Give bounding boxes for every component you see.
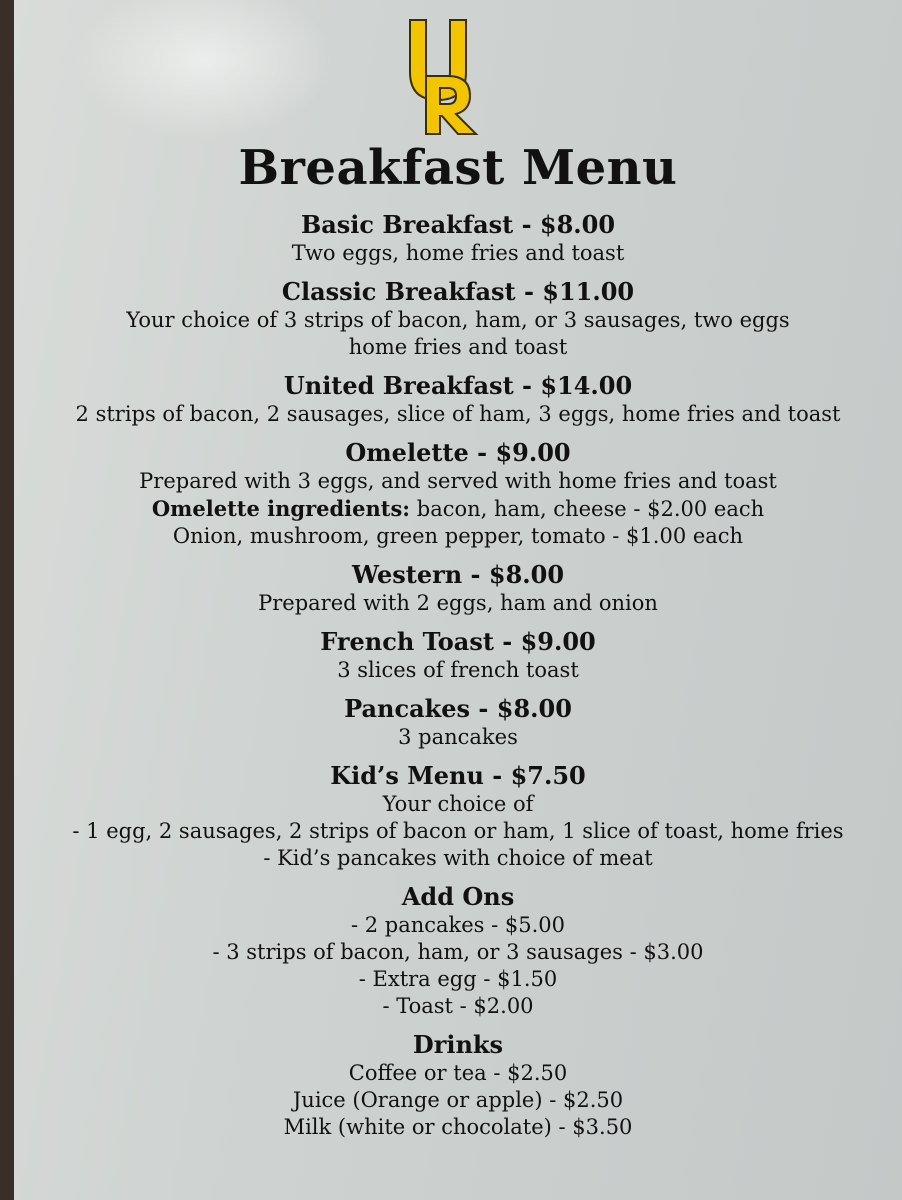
menu-item-description: Prepared with 2 eggs, ham and onion [258, 591, 658, 615]
menu-section [14, 438, 902, 550]
menu-item-description: Two eggs, home fries and toast [291, 241, 625, 265]
menu-item-heading: Classic Breakfast - $11.00 [281, 277, 635, 306]
menu-item-description: Milk (white or chocolate) - $3.50 [283, 1115, 633, 1139]
menu-item-description: - 2 pancakes - $5.00 [350, 913, 566, 937]
menu-section [14, 277, 902, 361]
menu-item-description: - Toast - $2.00 [382, 994, 534, 1018]
menu-item-heading: Omelette - $9.00 [345, 438, 571, 467]
ingredients-label: Omelette ingredients: [151, 496, 411, 521]
menu-item-description: - 1 egg, 2 sausages, 2 strips of bacon or ham, 1 slice of toast, home fries [72, 819, 844, 843]
menu-item-description: home fries and toast [348, 335, 568, 359]
menu-item-description: Coffee or tea - $2.50 [348, 1061, 568, 1085]
menu-section [14, 1030, 902, 1141]
menu-section [14, 371, 902, 428]
ur-logo-icon [404, 14, 484, 138]
menu-item-description: 2 strips of bacon, 2 sausages, slice of ham, 3 eggs, home fries and toast [75, 402, 841, 426]
menu-item-description: 3 pancakes [398, 725, 518, 749]
menu-item-heading: Add Ons [401, 882, 515, 911]
menu-section [14, 627, 902, 684]
menu-item-description: - 3 strips of bacon, ham, or 3 sausages - $3.00 [212, 940, 704, 964]
menu-section [14, 882, 902, 1020]
menu-item-heading: United Breakfast - $14.00 [283, 371, 633, 400]
menu-item-description: - Kid’s pancakes with choice of meat [263, 846, 653, 870]
omelette-extra-line: Onion, mushroom, green pepper, tomato - $1.00 each [172, 524, 744, 548]
menu-section [14, 210, 902, 267]
menu-item-description: Juice (Orange or apple) - $2.50 [292, 1088, 624, 1112]
menu-item-heading: Western - $8.00 [351, 560, 565, 589]
page-title: Breakfast Menu [238, 140, 678, 196]
menu-section [14, 560, 902, 617]
menu-list [14, 210, 902, 1151]
menu-page [14, 0, 902, 1200]
menu-section [14, 694, 902, 751]
menu-item-description: 3 slices of french toast [337, 658, 579, 682]
menu-item-description: Your choice of [382, 792, 534, 816]
menu-item-heading: French Toast - $9.00 [320, 627, 596, 656]
menu-section [14, 761, 902, 872]
menu-item-description: - Extra egg - $1.50 [358, 967, 558, 991]
menu-item-heading: Pancakes - $8.00 [344, 694, 572, 723]
menu-item-heading: Drinks [412, 1030, 504, 1059]
menu-item-description: Prepared with 3 eggs, and served with home fries and toast [139, 469, 777, 493]
menu-item-description: Your choice of 3 strips of bacon, ham, or 3 sausages, two eggs [126, 308, 790, 332]
menu-item-heading: Basic Breakfast - $8.00 [300, 210, 616, 239]
omelette-ingredients-line [14, 495, 902, 523]
menu-item-heading: Kid’s Menu - $7.50 [330, 761, 586, 790]
ingredients-text: bacon, ham, cheese - $2.00 each [410, 497, 765, 521]
